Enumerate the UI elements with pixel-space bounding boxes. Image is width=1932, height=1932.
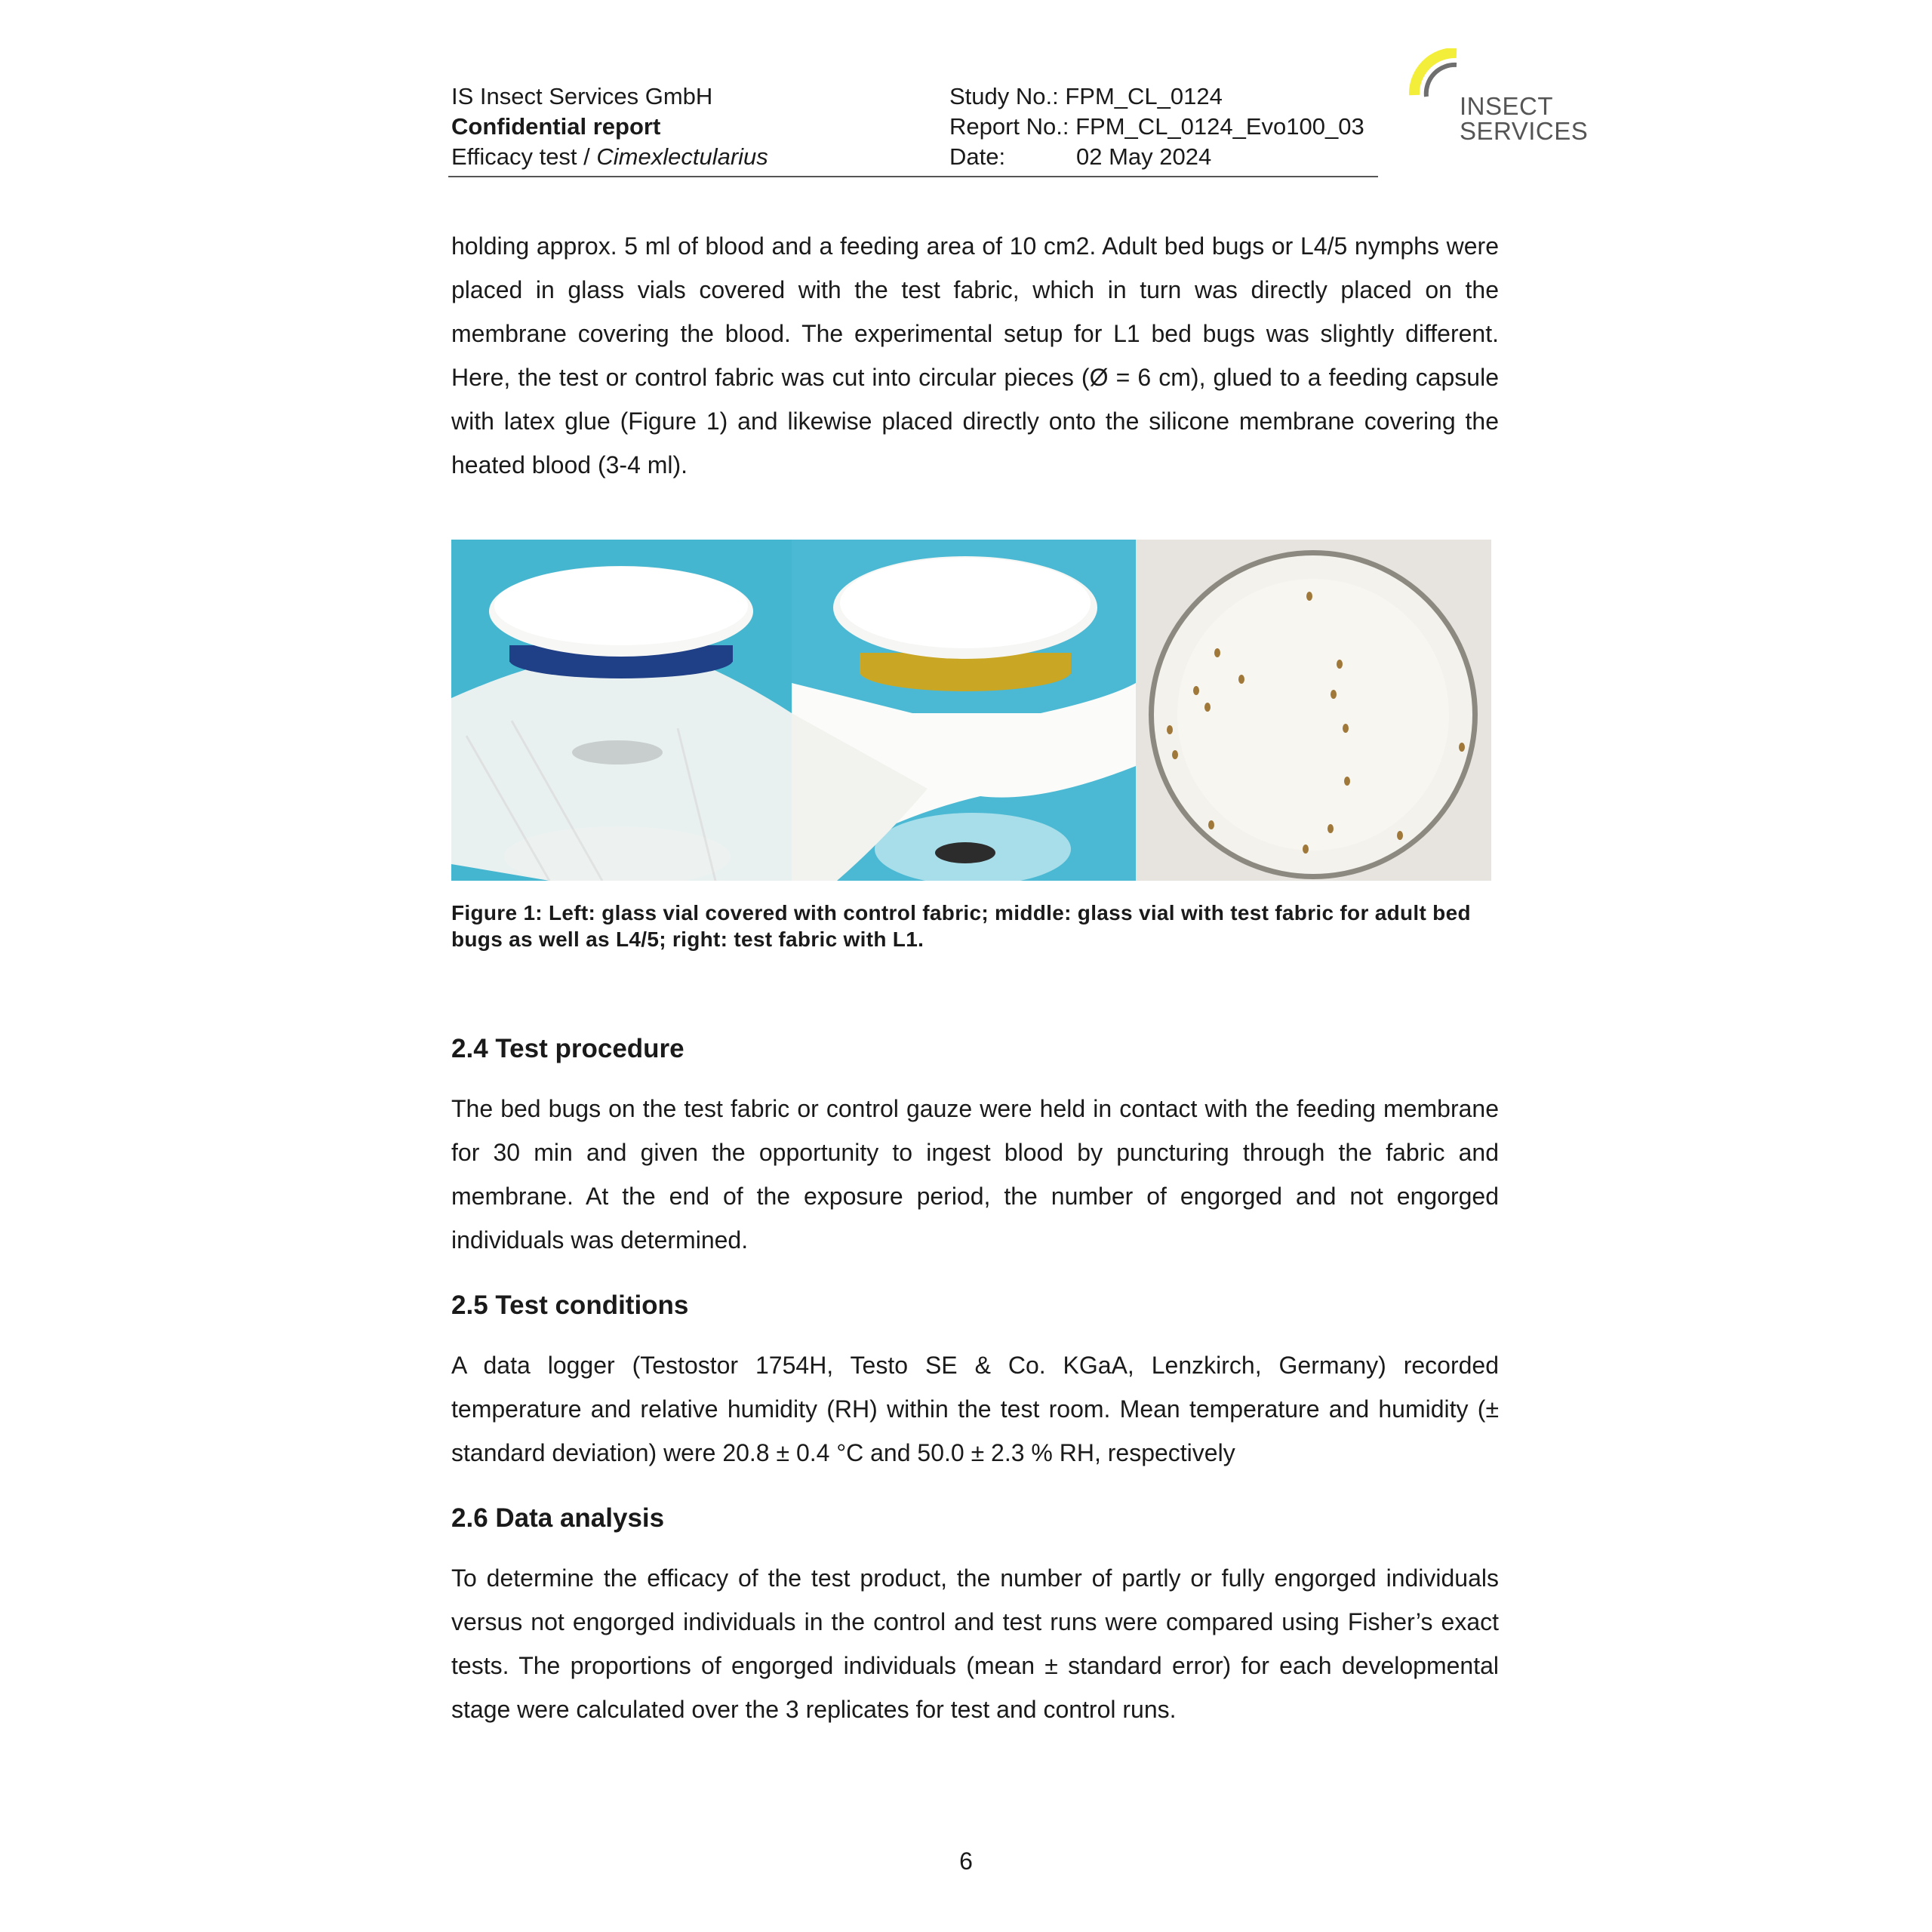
confidential-label: Confidential report	[451, 113, 661, 140]
company-name: IS Insect Services GmbH	[451, 83, 713, 109]
figure-1	[451, 540, 1491, 881]
logo-wordmark	[1460, 94, 1588, 143]
figure-panel-control-vial	[451, 540, 792, 881]
logo-line-1: INSECT	[1460, 92, 1554, 120]
section-body-test-procedure: The bed bugs on the test fabric or control gauze were held in contact with the feeding membrane for 30 min and given the opportunity to ingest blood by puncturing through the fabric and membrane. At the end of the exposure period, the number of engorged and not engorged individuals was determined.	[451, 1095, 1499, 1254]
logo-line-2: SERVICES	[1460, 117, 1589, 145]
figure-1-caption: Figure 1: Left: glass vial covered with control fabric; middle: glass vial with test fabric for adult bed bugs as well as L4/5; right: test fabric with L1.	[451, 901, 1471, 951]
test-species: Cimexlectularius	[596, 143, 768, 170]
section-body-test-conditions: A data logger (Testostor 1754H, Testo SE & Co. KGaA, Lenzkirch, Germany) recorded temperature and relative humidity (RH) within the test room. Mean temperature and humidity (± standard deviation) were 20.8 ± 0.4 °C and 50.0 ± 2.3 % RH, respectively	[451, 1352, 1499, 1466]
section-heading-test-procedure: 2.4 Test procedure	[451, 1034, 685, 1063]
section-body-data-analysis: To determine the efficacy of the test product, the number of partly or fully engorged individuals versus not engorged individuals in the control and test runs were compared using Fisher’s exact tests. The proportions of engorged individuals (mean ± standard error) for each developmental stage were calculated over the 3 replicates for test and control runs.	[451, 1564, 1499, 1723]
page-number: 6	[959, 1847, 973, 1875]
header-left	[451, 82, 919, 172]
control-vial-photo	[451, 540, 792, 881]
intro-paragraph: holding approx. 5 ml of blood and a feeding area of 10 cm2. Adult bed bugs or L4/5 nymphs were placed in glass vials covered with the test fabric, which in turn was directly placed on the membrane covering the blood. The experimental setup for L1 bed bugs was slightly different. Here, the test or control fabric was cut into circular pieces (Ø = 6 cm), glued to a feeding capsule with latex glue (Figure 1) and likewise placed directly onto the silicone membrane covering the heated blood (3-4 ml).	[451, 232, 1499, 478]
date-label: Date:	[949, 143, 1006, 170]
header-middle	[949, 82, 1387, 172]
figure-panel-l1-fabric	[1136, 540, 1491, 881]
test-type	[451, 142, 919, 172]
l1-fabric-photo	[1136, 540, 1491, 881]
test-prefix: Efficacy test /	[451, 143, 597, 170]
report-date	[949, 142, 1387, 172]
study-number: Study No.: FPM_CL_0124	[949, 83, 1223, 109]
date-value: 02 May 2024	[1076, 143, 1212, 170]
section-heading-test-conditions: 2.5 Test conditions	[451, 1291, 689, 1320]
figure-panel-test-vial	[792, 540, 1136, 881]
header-divider	[448, 176, 1378, 177]
report-number: Report No.: FPM_CL_0124_Evo100_03	[949, 113, 1364, 140]
section-heading-data-analysis: 2.6 Data analysis	[451, 1503, 665, 1533]
test-vial-photo	[792, 540, 1136, 881]
